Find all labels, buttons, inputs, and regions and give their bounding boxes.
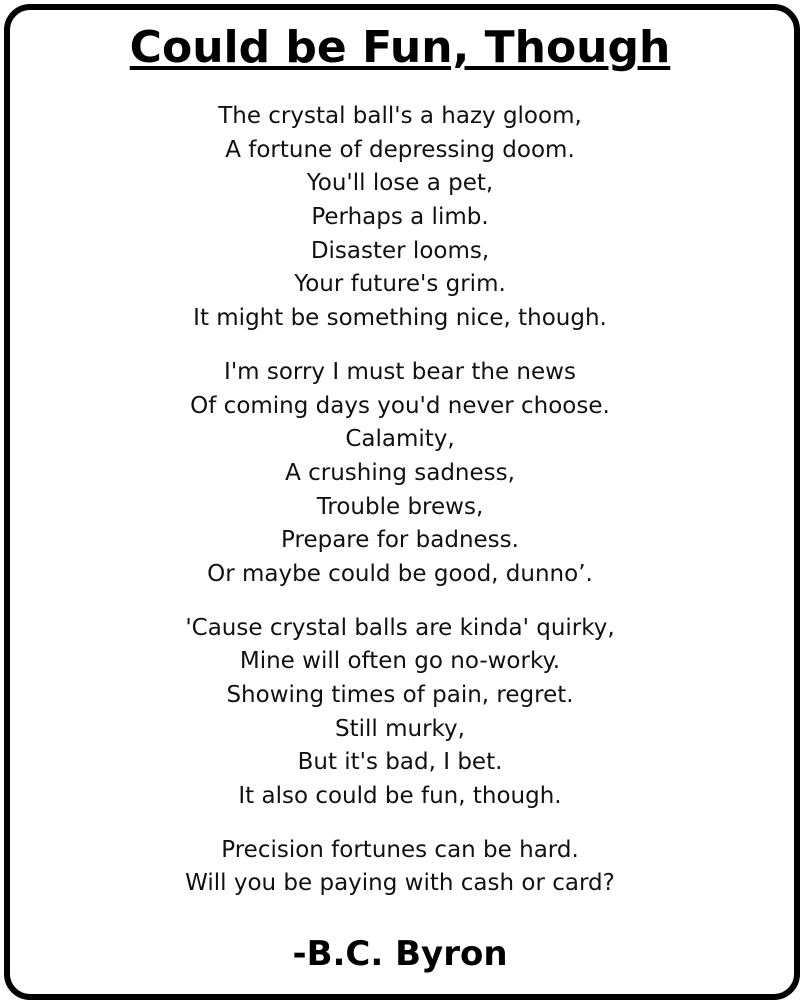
stanza-2 <box>0 356 800 592</box>
poem-line: Calamity, <box>345 426 455 453</box>
poem-line: It might be something nice, though. <box>193 305 607 332</box>
poem-line: A fortune of depressing doom. <box>225 136 575 163</box>
poem-line: Still murky, <box>335 715 465 742</box>
poem-line: 'Cause crystal balls are kinda' quirky, <box>185 614 615 641</box>
poem-line: But it's bad, I bet. <box>297 749 503 776</box>
poem-line: Perhaps a limb. <box>311 204 489 231</box>
poem-line: Prepare for badness. <box>281 527 519 554</box>
poem-line: It also could be fun, though. <box>238 783 562 810</box>
stanza-1 <box>0 100 800 336</box>
poem-line: I'm sorry I must bear the news <box>224 358 576 385</box>
poem-line: Precision fortunes can be hard. <box>221 836 579 863</box>
stanza-3 <box>0 612 800 814</box>
poem-body <box>0 100 800 921</box>
author-signature: -B.C. Byron <box>292 934 508 974</box>
poem-line: Trouble brews, <box>316 493 484 520</box>
poem-line: Showing times of pain, regret. <box>226 682 574 708</box>
poem-line: Your future's grim. <box>294 271 506 298</box>
poem-title <box>0 18 800 78</box>
poem-line: Of coming days you'd never choose. <box>190 392 610 419</box>
poem-line: Disaster looms, <box>310 237 490 264</box>
poem-line: You'll lose a pet, <box>306 170 494 197</box>
poem-line: Will you be paying with cash or card? <box>185 870 615 897</box>
poem-title-text: Could be Fun, Though <box>129 22 671 73</box>
poem-line: A crushing sadness, <box>285 459 515 486</box>
poem-line: The crystal ball's a hazy gloom, <box>218 103 582 129</box>
poem-line: Or maybe could be good, dunno’. <box>207 560 593 587</box>
stanza-4 <box>0 834 800 901</box>
poem-line: Mine will often go no-worky. <box>239 648 561 675</box>
